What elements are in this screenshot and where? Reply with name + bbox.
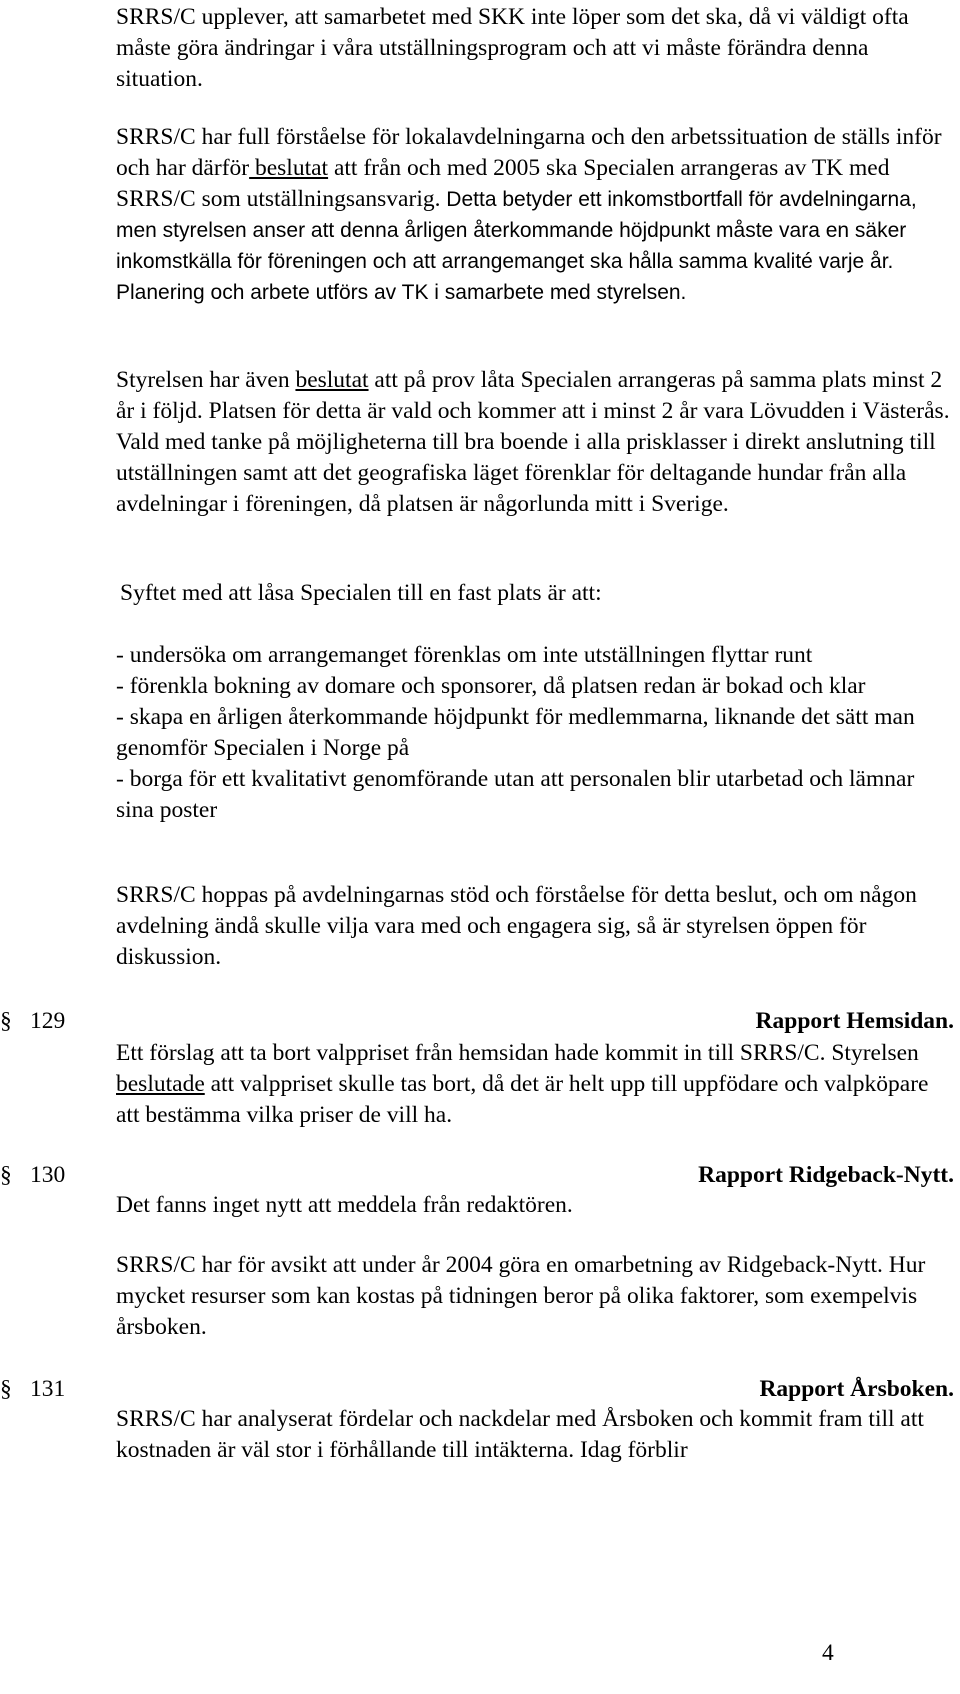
section-title: Rapport Hemsidan. <box>755 1008 954 1034</box>
list-item: - skapa en årligen återkommande höjdpunkt för medlemmarna, liknande det sätt man genomför Specialen i Norge på <box>116 704 915 761</box>
paragraph-text: att valppriset skulle tas bort, då det är helt upp till uppfödare och valpköpare att bestämma vilka priser de vill ha. <box>116 1071 929 1128</box>
paragraph-text: att från och med 2005 ska Specialen arrangeras av TK med SRRS/C som utställningsansvarig. <box>116 155 890 212</box>
paragraph-text: Ett förslag att ta bort valppriset från hemsidan hade kommit in till SRRS/C. Styrelsen <box>116 1040 919 1066</box>
list-item: - undersöka om arrangemanget förenklas om inte utställningen flyttar runt <box>116 642 813 668</box>
section-131-body: SRRS/C har analyserat fördelar och nackdelar med Årsboken och kommit fram till att kostnaden är väl stor i förhållande till intäkterna. Idag förblir <box>116 1406 924 1463</box>
section-number: 130 <box>30 1162 66 1188</box>
list-item: - förenkla bokning av domare och sponsorer, då platsen redan är bokad och klar <box>116 673 866 699</box>
paragraph-cooperation-skk: SRRS/C upplever, att samarbetet med SKK inte löper som det ska, då vi väldigt ofta måste göra ändringar i våra utställningsprogram och att vi måste förändra denna situation. <box>116 4 909 92</box>
paragraph-specialen-decision <box>116 122 956 308</box>
paragraph-text: Detta betyder ett inkomstbortfall för avdelningarna, men styrelsen anser att denna årligen återkommande höjdpunkt måste vara en säker inkomstkälla för föreningen och att arrangemanget ska hålla samma kvalité varje år. Planering och arbete utförs av TK i samarbete med styrelsen. <box>116 188 917 304</box>
underlined-decision: beslutat <box>295 367 369 393</box>
paragraph-text: att på prov låta Specialen arrangeras på samma plats minst 2 år i följd. Platsen för detta är vald och kommer att i minst 2 år vara Lövudden i Västerås. Vald med tanke på möjligheterna till bra boende i alla prisklasser i direkt anslutning till utställningen samt att det geografiska läget förenklar för deltagande hundar från alla avdelningar i föreningen, då platsen är någorlunda mitt i Sverige. <box>116 367 950 517</box>
section-129-body <box>116 1038 956 1131</box>
underlined-decision: beslutat <box>249 155 329 181</box>
paragraph-support: SRRS/C hoppas på avdelningarnas stöd och förståelse för detta beslut, och om någon avdelning ändå skulle vilja vara med och engagera sig, så är styrelsen öppen för diskussion. <box>116 882 917 970</box>
paragraph-text: SRRS/C har full förståelse för lokalavdelningarna och den arbetssituation de ställs inför och har därför <box>116 124 942 181</box>
paragraph-text: Styrelsen har även <box>116 367 296 393</box>
section-title: Rapport Årsboken. <box>759 1376 954 1402</box>
paragraph-location-decision <box>116 365 956 520</box>
list-item: - borga för ett kvalitativt genomförande utan att personalen blir utarbetad och lämnar sina poster <box>116 766 915 823</box>
section-mark: § <box>0 1376 12 1402</box>
paragraph-purpose-intro: Syftet med att låsa Specialen till en fast plats är att: <box>120 580 602 606</box>
section-title: Rapport Ridgeback-Nytt. <box>698 1162 954 1188</box>
section-130-body-2: SRRS/C har för avsikt att under år 2004 göra en omarbetning av Ridgeback-Nytt. Hur mycket resurser som kan kostas på tidningen beror på olika faktorer, som exempelvis årsboken. <box>116 1252 926 1340</box>
section-number: 129 <box>30 1008 66 1034</box>
page-number: 4 <box>822 1640 834 1666</box>
section-130-body: Det fanns inget nytt att meddela från redaktören. <box>116 1192 573 1218</box>
section-mark: § <box>0 1162 12 1188</box>
underlined-decision: beslutade <box>116 1071 205 1097</box>
section-mark: § <box>0 1008 12 1034</box>
section-number: 131 <box>30 1376 66 1402</box>
purpose-list <box>116 640 956 826</box>
